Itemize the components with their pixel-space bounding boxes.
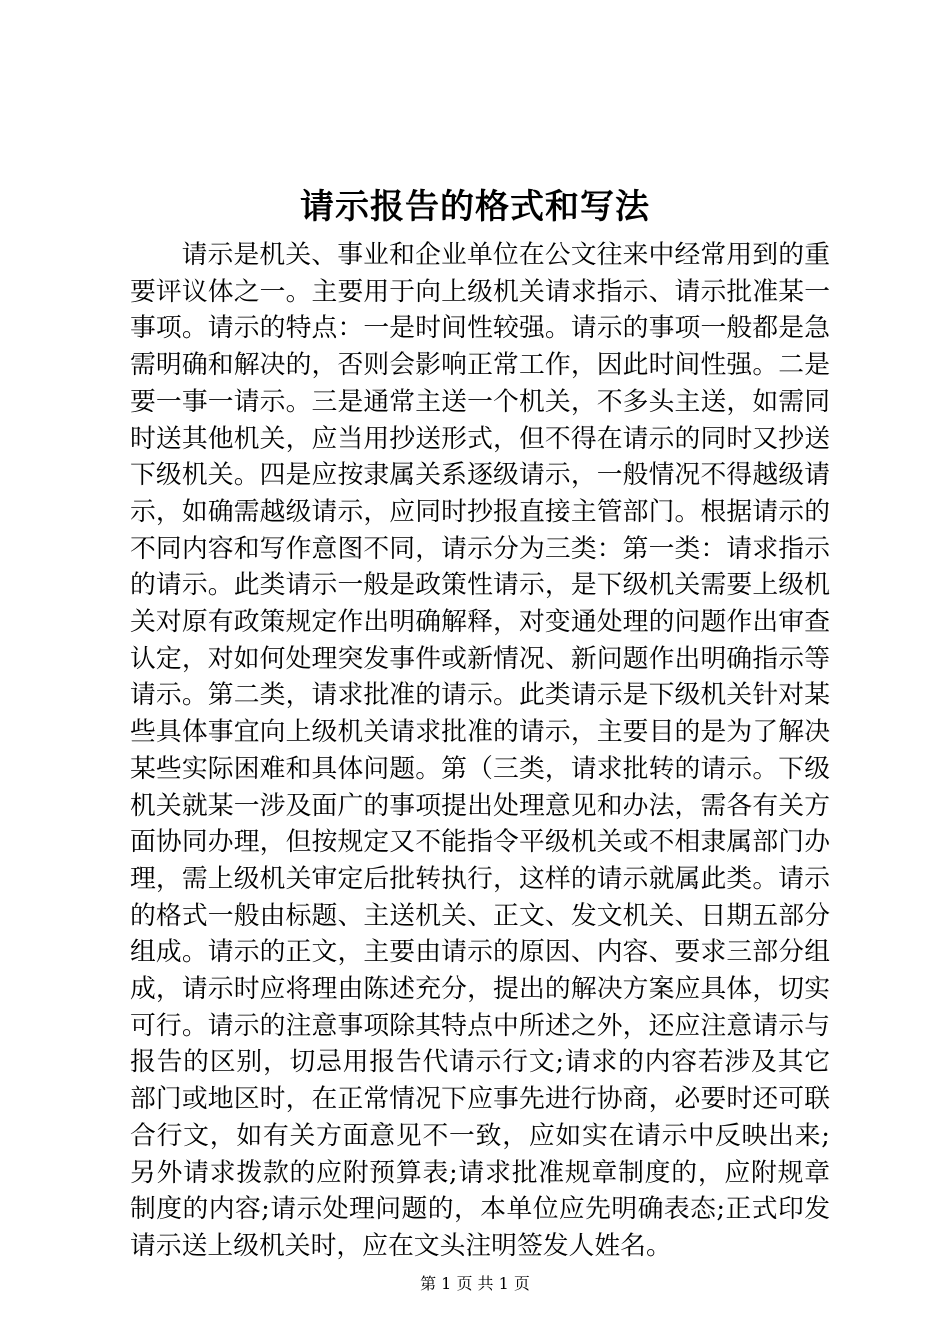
- page-footer: 第 1 页 共 1 页: [420, 1274, 530, 1293]
- document-title: 请示报告的格式和写法: [300, 187, 650, 227]
- body-paragraph: 请示是机关、事业和企业单位在公文往来中经常用到的重要评议体之一。主要用于向上级机关请求指示、请示批准某一事项。请示的特点：一是时间性较强。请示的事项一般都是急需明确和解决的，否则会影响正常工作，因此时间性强。二是要一事一请示。三是通常主送一个机关，不多头主送，如需同时送其他机关，应当用抄送形式，但不得在请示的同时又抄送下级机关。四是应按隶属关系逐级请示，一般情况不得越级请示，如确需越级请示，应同时抄报直接主管部门。根据请示的不同内容和写作意图不同，请示分为三类：第一类：请求指示的请示。此类请示一般是政策性请示，是下级机关需要上级机关对原有政策规定作出明确解释，对变通处理的问题作出审查认定，对如何处理突发事件或新情况、新问题作出明确指示等请示。第二类，请求批准的请示。此类请示是下级机关针对某些具体事宜向上级机关请求批准的请示，主要目的是为了解决某些实际困难和具体问题。第（三类，请求批转的请示。下级机关就某一涉及面广的事项提出处理意见和办法，需各有关方面协同办理，但按规定又不能指令平级机关或不相隶属部门办理，需上级机关审定后批转执行，这样的请示就属此类。请示的格式一般由标题、主送机关、正文、发文机关、日期五部分组成。请示的正文，主要由请示的原因、内容、要求三部分组成，请示时应将理由陈述充分，提出的解决方案应具体，切实可行。请示的注意事项除其特点中所述之外，还应注意请示与报告的区别，切忌用报告代请示行文;请求的内容若涉及其它部门或地区时，在正常情况下应事先进行协商，必要时还可联合行文，如有关方面意见不一致，应如实在请示中反映出来;另外请求拨款的应附预算表;请求批准规章制度的，应附规章制度的内容;请示处理问题的，本单位应先明确表态;正式印发请示送上级机关时，应在文头注明签发人姓名。: [130, 240, 830, 1261]
